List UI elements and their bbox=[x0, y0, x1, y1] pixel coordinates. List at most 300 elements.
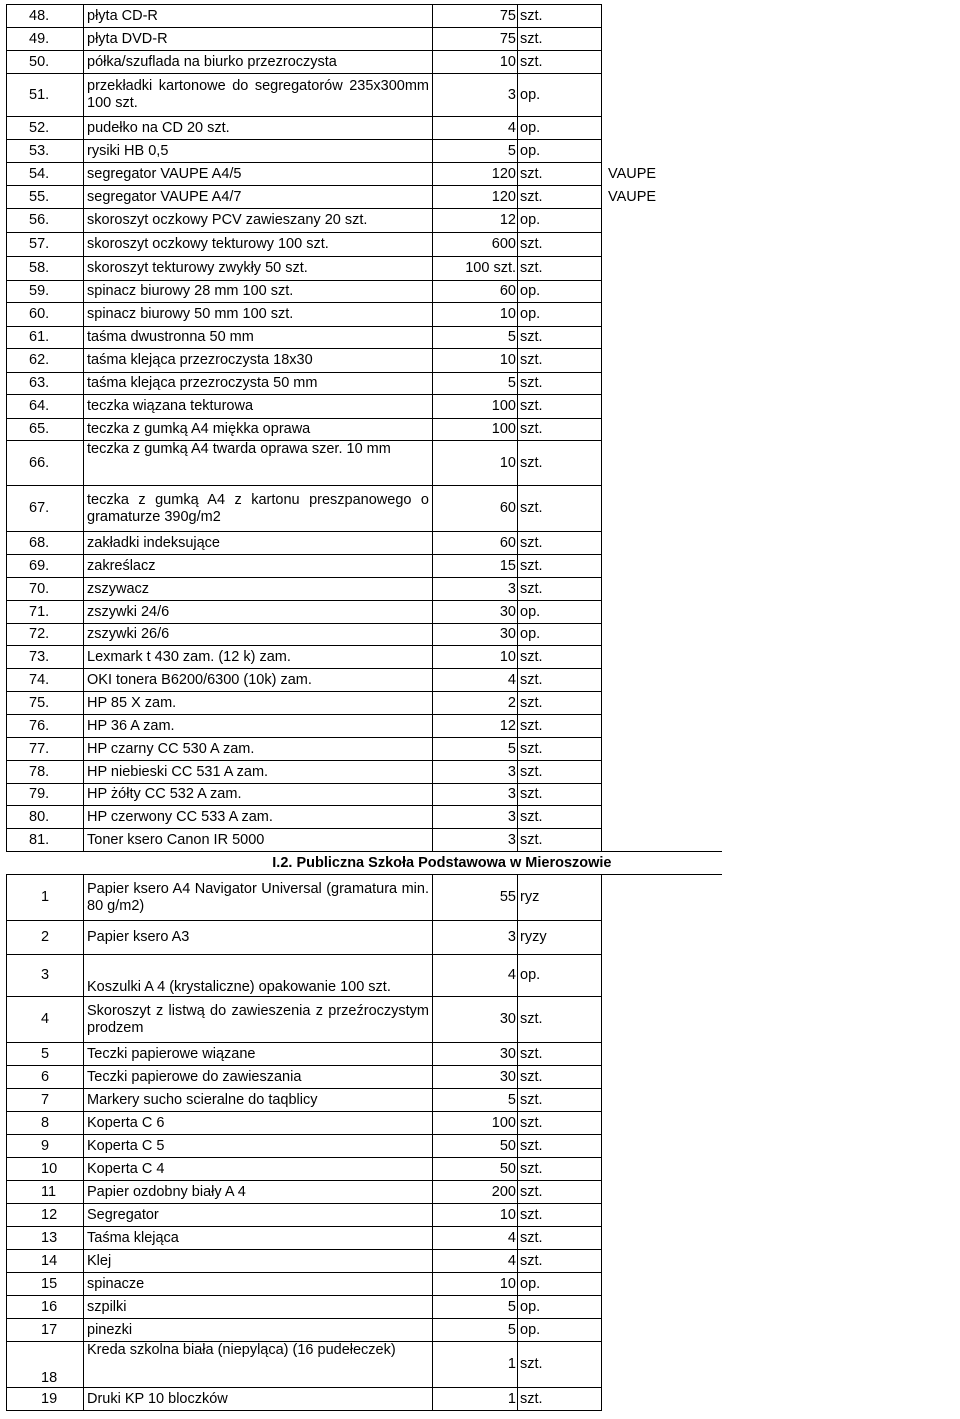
item-name: Toner ksero Canon IR 5000 bbox=[84, 829, 433, 852]
item-name: spinacz biurowy 28 mm 100 szt. bbox=[84, 281, 433, 303]
item-quantity: 12 bbox=[433, 715, 518, 738]
item-quantity: 3 bbox=[433, 74, 518, 117]
item-note bbox=[602, 349, 722, 373]
table-row bbox=[7, 715, 722, 738]
row-number: 60. bbox=[7, 303, 84, 327]
item-note bbox=[602, 829, 722, 852]
item-name: taśma klejąca przezroczysta 50 mm bbox=[84, 373, 433, 395]
item-unit: szt. bbox=[518, 555, 602, 578]
item-unit: szt. bbox=[518, 257, 602, 281]
item-quantity: 4 bbox=[433, 1227, 518, 1250]
item-unit: op. bbox=[518, 624, 602, 646]
item-unit: szt. bbox=[518, 997, 602, 1043]
item-quantity: 3 bbox=[433, 806, 518, 829]
item-name: skoroszyt oczkowy tekturowy 100 szt. bbox=[84, 233, 433, 257]
item-name: teczka z gumką A4 z kartonu preszpanowego o gramaturze 390g/m2 bbox=[84, 486, 433, 532]
item-name: HP niebieski CC 531 A zam. bbox=[84, 761, 433, 784]
row-number: 73. bbox=[7, 646, 84, 669]
item-note bbox=[602, 303, 722, 327]
item-quantity: 5 bbox=[433, 738, 518, 761]
item-unit: szt. bbox=[518, 1089, 602, 1112]
item-quantity: 30 bbox=[433, 1043, 518, 1066]
item-quantity: 30 bbox=[433, 601, 518, 624]
item-unit: op. bbox=[518, 140, 602, 163]
item-name: Markery sucho scieralne do taqblicy bbox=[84, 1089, 433, 1112]
item-unit: szt. bbox=[518, 1204, 602, 1227]
item-note bbox=[602, 209, 722, 233]
row-number: 59. bbox=[7, 281, 84, 303]
item-quantity: 10 bbox=[433, 646, 518, 669]
item-quantity: 12 bbox=[433, 209, 518, 233]
row-number: 66. bbox=[7, 441, 84, 486]
row-number: 61. bbox=[7, 327, 84, 349]
item-quantity: 3 bbox=[433, 921, 518, 955]
item-unit: op. bbox=[518, 281, 602, 303]
item-quantity: 3 bbox=[433, 829, 518, 852]
item-unit: op. bbox=[518, 1296, 602, 1319]
item-unit: szt. bbox=[518, 233, 602, 257]
item-name: teczka z gumką A4 twarda oprawa szer. 10 mm bbox=[84, 441, 433, 486]
item-unit: szt. bbox=[518, 373, 602, 395]
table-row bbox=[7, 578, 722, 601]
row-number: 57. bbox=[7, 233, 84, 257]
row-number: 70. bbox=[7, 578, 84, 601]
item-unit: op. bbox=[518, 1273, 602, 1296]
row-number: 65. bbox=[7, 419, 84, 441]
item-note bbox=[602, 233, 722, 257]
table-row bbox=[7, 1342, 722, 1388]
item-name: pinezki bbox=[84, 1319, 433, 1342]
item-name: OKI tonera B6200/6300 (10k) zam. bbox=[84, 669, 433, 692]
row-number: 71. bbox=[7, 601, 84, 624]
empty-cell bbox=[602, 1158, 722, 1181]
item-name: Teczki papierowe do zawieszania bbox=[84, 1066, 433, 1089]
row-number: 19 bbox=[7, 1388, 84, 1411]
item-unit: op. bbox=[518, 209, 602, 233]
table-row bbox=[7, 209, 722, 233]
item-unit: szt. bbox=[518, 1388, 602, 1411]
item-quantity: 10 bbox=[433, 51, 518, 74]
item-name: teczka wiązana tekturowa bbox=[84, 395, 433, 419]
item-unit: op. bbox=[518, 117, 602, 140]
item-unit: szt. bbox=[518, 51, 602, 74]
item-unit: szt. bbox=[518, 28, 602, 51]
table-row bbox=[7, 921, 722, 955]
item-unit: op. bbox=[518, 303, 602, 327]
row-number: 1 bbox=[7, 875, 84, 921]
row-number: 5 bbox=[7, 1043, 84, 1066]
item-note bbox=[602, 578, 722, 601]
item-quantity: 15 bbox=[433, 555, 518, 578]
empty-cell bbox=[602, 875, 722, 921]
item-name: pudełko na CD 20 szt. bbox=[84, 117, 433, 140]
empty-cell bbox=[602, 1296, 722, 1319]
item-note bbox=[602, 281, 722, 303]
item-unit: szt. bbox=[518, 395, 602, 419]
table-row bbox=[7, 163, 722, 186]
item-name: Koszulki A 4 (krystaliczne) opakowanie 100 szt. bbox=[84, 955, 433, 997]
item-unit: szt. bbox=[518, 761, 602, 784]
item-name: HP czerwony CC 533 A zam. bbox=[84, 806, 433, 829]
item-quantity: 100 bbox=[433, 419, 518, 441]
table-row bbox=[7, 829, 722, 852]
empty-cell bbox=[602, 997, 722, 1043]
item-note bbox=[602, 140, 722, 163]
item-name: Klej bbox=[84, 1250, 433, 1273]
item-note bbox=[602, 373, 722, 395]
table-row bbox=[7, 1089, 722, 1112]
table-row bbox=[7, 486, 722, 532]
row-number: 78. bbox=[7, 761, 84, 784]
item-name: HP czarny CC 530 A zam. bbox=[84, 738, 433, 761]
empty-cell bbox=[602, 1089, 722, 1112]
item-name: płyta DVD-R bbox=[84, 28, 433, 51]
table-row bbox=[7, 1388, 722, 1411]
item-quantity: 4 bbox=[433, 669, 518, 692]
item-quantity: 10 bbox=[433, 349, 518, 373]
item-unit: szt. bbox=[518, 692, 602, 715]
table-row bbox=[7, 997, 722, 1043]
item-quantity: 5 bbox=[433, 373, 518, 395]
row-number: 81. bbox=[7, 829, 84, 852]
item-quantity: 5 bbox=[433, 327, 518, 349]
item-quantity: 10 bbox=[433, 441, 518, 486]
item-unit: szt. bbox=[518, 1112, 602, 1135]
item-quantity: 50 bbox=[433, 1135, 518, 1158]
item-name: Papier ozdobny biały A 4 bbox=[84, 1181, 433, 1204]
item-note bbox=[602, 738, 722, 761]
item-name: Skoroszyt z listwą do zawieszenia z przeźroczystym prodzem bbox=[84, 997, 433, 1043]
row-number: 54. bbox=[7, 163, 84, 186]
table-row bbox=[7, 1066, 722, 1089]
item-name: segregator VAUPE A4/7 bbox=[84, 186, 433, 209]
item-unit: szt. bbox=[518, 646, 602, 669]
row-number: 77. bbox=[7, 738, 84, 761]
row-number: 62. bbox=[7, 349, 84, 373]
row-number: 58. bbox=[7, 257, 84, 281]
item-name: półka/szuflada na biurko przezroczysta bbox=[84, 51, 433, 74]
row-number: 7 bbox=[7, 1089, 84, 1112]
item-quantity: 50 bbox=[433, 1158, 518, 1181]
row-number: 49. bbox=[7, 28, 84, 51]
item-name: przekładki kartonowe do segregatorów 235x300mm 100 szt. bbox=[84, 74, 433, 117]
section-title: I.2. Publiczna Szkoła Podstawowa w Mieroszowie bbox=[7, 852, 722, 875]
table-row bbox=[7, 532, 722, 555]
table-row bbox=[7, 186, 722, 209]
table-row bbox=[7, 51, 722, 74]
item-name: zakładki indeksujące bbox=[84, 532, 433, 555]
table-row bbox=[7, 1273, 722, 1296]
item-unit: szt. bbox=[518, 1043, 602, 1066]
item-unit: szt. bbox=[518, 578, 602, 601]
item-note bbox=[602, 555, 722, 578]
row-number: 14 bbox=[7, 1250, 84, 1273]
table-row bbox=[7, 117, 722, 140]
empty-cell bbox=[602, 1342, 722, 1388]
row-number: 51. bbox=[7, 74, 84, 117]
row-number: 55. bbox=[7, 186, 84, 209]
item-quantity: 30 bbox=[433, 1066, 518, 1089]
item-quantity: 30 bbox=[433, 997, 518, 1043]
item-unit: szt. bbox=[518, 1135, 602, 1158]
item-note bbox=[602, 784, 722, 806]
item-quantity: 120 bbox=[433, 163, 518, 186]
supplies-table bbox=[6, 4, 722, 1411]
item-name: skoroszyt tekturowy zwykły 50 szt. bbox=[84, 257, 433, 281]
item-unit: szt. bbox=[518, 441, 602, 486]
item-name: Koperta C 6 bbox=[84, 1112, 433, 1135]
item-unit: szt. bbox=[518, 186, 602, 209]
row-number: 64. bbox=[7, 395, 84, 419]
table-row bbox=[7, 1204, 722, 1227]
item-name: HP żółty CC 532 A zam. bbox=[84, 784, 433, 806]
empty-cell bbox=[602, 1227, 722, 1250]
empty-cell bbox=[602, 1181, 722, 1204]
item-quantity: 1 bbox=[433, 1342, 518, 1388]
row-number: 17 bbox=[7, 1319, 84, 1342]
table-row bbox=[7, 1043, 722, 1066]
table-row bbox=[7, 646, 722, 669]
row-number: 16 bbox=[7, 1296, 84, 1319]
item-quantity: 600 bbox=[433, 233, 518, 257]
item-quantity: 4 bbox=[433, 1250, 518, 1273]
item-unit: szt. bbox=[518, 1181, 602, 1204]
row-number: 48. bbox=[7, 5, 84, 28]
item-note bbox=[602, 5, 722, 28]
item-unit: op. bbox=[518, 601, 602, 624]
empty-cell bbox=[602, 1135, 722, 1158]
row-number: 53. bbox=[7, 140, 84, 163]
item-quantity: 4 bbox=[433, 117, 518, 140]
item-name: skoroszyt oczkowy PCV zawieszany 20 szt. bbox=[84, 209, 433, 233]
item-quantity: 100 szt. bbox=[433, 257, 518, 281]
item-note bbox=[602, 532, 722, 555]
table-row bbox=[7, 1250, 722, 1273]
empty-cell bbox=[602, 1273, 722, 1296]
table-row bbox=[7, 1158, 722, 1181]
item-name: Druki KP 10 bloczków bbox=[84, 1388, 433, 1411]
item-name: segregator VAUPE A4/5 bbox=[84, 163, 433, 186]
item-unit: szt. bbox=[518, 1227, 602, 1250]
item-note bbox=[602, 692, 722, 715]
row-number: 79. bbox=[7, 784, 84, 806]
item-unit: szt. bbox=[518, 738, 602, 761]
table-row bbox=[7, 669, 722, 692]
item-note bbox=[602, 715, 722, 738]
row-number: 63. bbox=[7, 373, 84, 395]
item-unit: szt. bbox=[518, 486, 602, 532]
row-number: 8 bbox=[7, 1112, 84, 1135]
item-quantity: 60 bbox=[433, 532, 518, 555]
row-number: 80. bbox=[7, 806, 84, 829]
row-number: 69. bbox=[7, 555, 84, 578]
item-quantity: 5 bbox=[433, 140, 518, 163]
item-note: VAUPE bbox=[608, 165, 657, 182]
table-row bbox=[7, 281, 722, 303]
row-number: 6 bbox=[7, 1066, 84, 1089]
table-row bbox=[7, 875, 722, 921]
item-name: Taśma klejąca bbox=[84, 1227, 433, 1250]
table-row bbox=[7, 1296, 722, 1319]
item-note bbox=[602, 117, 722, 140]
item-note bbox=[602, 74, 722, 117]
row-number: 4 bbox=[7, 997, 84, 1043]
empty-cell bbox=[602, 1319, 722, 1342]
item-quantity: 4 bbox=[433, 955, 518, 997]
item-note: VAUPE bbox=[608, 188, 657, 205]
item-unit: op. bbox=[518, 955, 602, 997]
item-unit: szt. bbox=[518, 419, 602, 441]
row-number: 74. bbox=[7, 669, 84, 692]
item-unit: szt. bbox=[518, 669, 602, 692]
item-unit: szt. bbox=[518, 829, 602, 852]
table-row bbox=[7, 5, 722, 28]
item-name: szpilki bbox=[84, 1296, 433, 1319]
row-number: 68. bbox=[7, 532, 84, 555]
item-note bbox=[602, 761, 722, 784]
empty-cell bbox=[602, 1066, 722, 1089]
item-name: rysiki HB 0,5 bbox=[84, 140, 433, 163]
table-row bbox=[7, 624, 722, 646]
row-number: 12 bbox=[7, 1204, 84, 1227]
row-number: 52. bbox=[7, 117, 84, 140]
item-quantity: 100 bbox=[433, 1112, 518, 1135]
item-unit: szt. bbox=[518, 806, 602, 829]
row-number: 9 bbox=[7, 1135, 84, 1158]
table-row bbox=[7, 303, 722, 327]
item-name: zszywacz bbox=[84, 578, 433, 601]
table-row bbox=[7, 806, 722, 829]
row-number: 75. bbox=[7, 692, 84, 715]
item-note bbox=[602, 28, 722, 51]
row-number: 11 bbox=[7, 1181, 84, 1204]
table-row bbox=[7, 601, 722, 624]
row-number: 18 bbox=[7, 1342, 84, 1388]
empty-cell bbox=[602, 1204, 722, 1227]
item-unit: szt. bbox=[518, 715, 602, 738]
item-name: HP 36 A zam. bbox=[84, 715, 433, 738]
empty-cell bbox=[602, 955, 722, 997]
item-note bbox=[602, 669, 722, 692]
item-quantity: 75 bbox=[433, 28, 518, 51]
row-number: 72. bbox=[7, 624, 84, 646]
item-note bbox=[602, 51, 722, 74]
item-quantity: 60 bbox=[433, 281, 518, 303]
item-unit: szt. bbox=[518, 327, 602, 349]
empty-cell bbox=[602, 1388, 722, 1411]
table-row bbox=[7, 419, 722, 441]
item-name: Papier ksero A3 bbox=[84, 921, 433, 955]
item-quantity: 55 bbox=[433, 875, 518, 921]
empty-cell bbox=[602, 1112, 722, 1135]
table-row bbox=[7, 692, 722, 715]
item-note bbox=[602, 441, 722, 486]
item-name: spinacze bbox=[84, 1273, 433, 1296]
item-name: taśma klejąca przezroczysta 18x30 bbox=[84, 349, 433, 373]
row-number: 76. bbox=[7, 715, 84, 738]
item-note bbox=[602, 257, 722, 281]
item-note bbox=[602, 806, 722, 829]
item-unit: szt. bbox=[518, 1342, 602, 1388]
row-number: 3 bbox=[7, 955, 84, 997]
item-name: Koperta C 4 bbox=[84, 1158, 433, 1181]
item-unit: ryz bbox=[518, 875, 602, 921]
item-unit: szt. bbox=[518, 5, 602, 28]
table-row bbox=[7, 738, 722, 761]
empty-cell bbox=[602, 1250, 722, 1273]
item-quantity: 5 bbox=[433, 1296, 518, 1319]
table-row bbox=[7, 74, 722, 117]
item-note bbox=[602, 646, 722, 669]
row-number: 67. bbox=[7, 486, 84, 532]
table-row bbox=[7, 1227, 722, 1250]
empty-cell bbox=[602, 921, 722, 955]
empty-cell bbox=[602, 1043, 722, 1066]
item-quantity: 60 bbox=[433, 486, 518, 532]
item-quantity: 10 bbox=[433, 303, 518, 327]
item-quantity: 10 bbox=[433, 1273, 518, 1296]
row-number: 2 bbox=[7, 921, 84, 955]
item-name: Koperta C 5 bbox=[84, 1135, 433, 1158]
table-row bbox=[7, 441, 722, 486]
table-row bbox=[7, 140, 722, 163]
item-name: HP 85 X zam. bbox=[84, 692, 433, 715]
item-quantity: 200 bbox=[433, 1181, 518, 1204]
item-note bbox=[602, 486, 722, 532]
item-note bbox=[602, 624, 722, 646]
item-note bbox=[602, 327, 722, 349]
item-quantity: 5 bbox=[433, 1089, 518, 1112]
row-number: 15 bbox=[7, 1273, 84, 1296]
table-row bbox=[7, 395, 722, 419]
item-unit: ryzy bbox=[518, 921, 602, 955]
item-quantity: 5 bbox=[433, 1319, 518, 1342]
table-row bbox=[7, 784, 722, 806]
table-row bbox=[7, 555, 722, 578]
supplies-table-body bbox=[7, 5, 722, 1411]
item-quantity: 2 bbox=[433, 692, 518, 715]
item-name: zakreślacz bbox=[84, 555, 433, 578]
table-row bbox=[7, 28, 722, 51]
item-note bbox=[602, 419, 722, 441]
item-unit: szt. bbox=[518, 1250, 602, 1273]
table-row bbox=[7, 233, 722, 257]
table-row bbox=[7, 1181, 722, 1204]
item-note bbox=[602, 395, 722, 419]
item-name: Kreda szkolna biała (niepyląca) (16 pudełeczek) bbox=[84, 1342, 433, 1388]
item-quantity: 75 bbox=[433, 5, 518, 28]
item-unit: szt. bbox=[518, 532, 602, 555]
item-quantity: 3 bbox=[433, 578, 518, 601]
row-number: 56. bbox=[7, 209, 84, 233]
table-row bbox=[7, 1112, 722, 1135]
table-row bbox=[7, 1135, 722, 1158]
item-quantity: 3 bbox=[433, 784, 518, 806]
table-row bbox=[7, 955, 722, 997]
item-quantity: 100 bbox=[433, 395, 518, 419]
item-name: taśma dwustronna 50 mm bbox=[84, 327, 433, 349]
row-number: 10 bbox=[7, 1158, 84, 1181]
item-name: Segregator bbox=[84, 1204, 433, 1227]
table-row bbox=[7, 1319, 722, 1342]
table-row bbox=[7, 257, 722, 281]
item-name: zszywki 26/6 bbox=[84, 624, 433, 646]
table-row bbox=[7, 327, 722, 349]
section-header-row bbox=[7, 852, 722, 875]
item-unit: szt. bbox=[518, 784, 602, 806]
item-name: Teczki papierowe wiązane bbox=[84, 1043, 433, 1066]
item-quantity: 1 bbox=[433, 1388, 518, 1411]
